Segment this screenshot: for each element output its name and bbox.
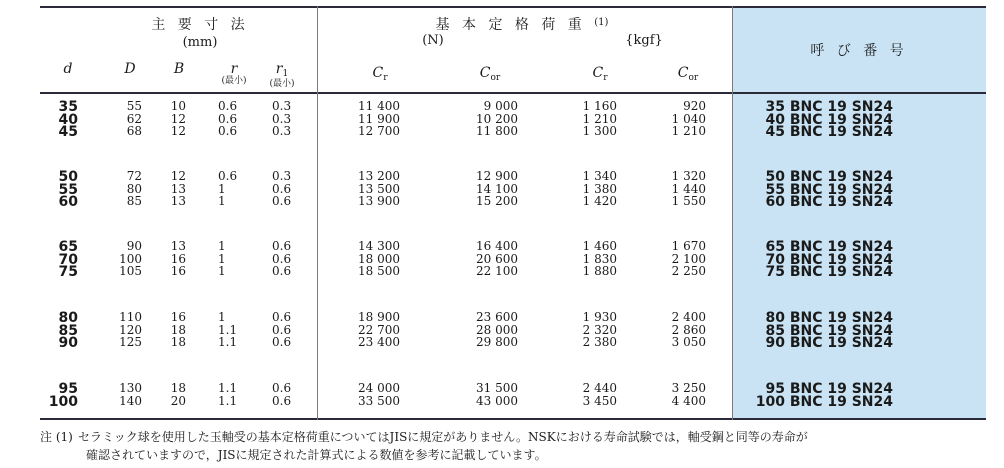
cell-d: 85 <box>58 322 78 339</box>
designation-header: 呼 び 番 号 <box>810 43 908 59</box>
cell-cor-n: 23 600 <box>476 310 518 324</box>
cell-designation: 70 BNC 19 SN24 <box>765 251 893 268</box>
cell-cor-kgf: 920 <box>683 99 706 113</box>
cell-cr-kgf: 2 440 <box>582 381 617 395</box>
cell-cr-kgf: 1 340 <box>582 169 617 183</box>
table-bottom-rule <box>40 418 986 420</box>
col-header-r1: $r_1$ (最小) <box>269 61 295 89</box>
cell-cor-n: 12 900 <box>476 169 518 183</box>
cell-cor-kgf: 2 860 <box>671 322 706 337</box>
cell-cr-n: 11 400 <box>358 99 400 113</box>
cell-cr-n: 13 200 <box>358 169 400 183</box>
cell-r: 0.6 <box>218 111 238 126</box>
col-header-cr-n: $C_r$ <box>372 65 388 83</box>
cell-designation: 45 BNC 19 SN24 <box>765 124 893 141</box>
load-rating-group-title: 基 本 定 格 荷 重 $^{(1)}$ <box>435 17 609 33</box>
cell-cr-n: 14 300 <box>358 239 400 253</box>
table-top-rule <box>40 6 986 8</box>
cell-D: 62 <box>126 111 142 126</box>
col-header-cr-kgf: $C_r$ <box>592 65 608 83</box>
bearing-table <box>40 6 986 420</box>
cell-r1: 0.6 <box>272 251 292 266</box>
cell-d: 50 <box>58 169 78 185</box>
cell-r: 0.6 <box>218 169 238 183</box>
cell-cr-kgf: 2 380 <box>582 335 617 350</box>
cell-D: 120 <box>119 322 142 337</box>
cell-r1: 0.3 <box>272 124 292 139</box>
cell-cor-kgf: 2 400 <box>671 310 706 324</box>
cell-cor-kgf: 1 320 <box>671 169 706 183</box>
cell-r: 1.1 <box>218 381 238 395</box>
cell-cor-n: 15 200 <box>476 194 518 209</box>
col-header-cor-n: $C_{or}$ <box>479 65 501 83</box>
cell-D: 100 <box>119 251 142 266</box>
cell-cr-kgf: 1 880 <box>582 264 617 279</box>
cell-B: 18 <box>170 335 186 350</box>
cell-cr-kgf: 1 380 <box>582 181 617 196</box>
dimensions-group-title: 主 要 寸 法 <box>151 17 249 33</box>
cell-cor-n: 10 200 <box>476 111 518 126</box>
cell-r1: 0.6 <box>272 239 292 253</box>
cell-cr-n: 22 700 <box>358 322 400 337</box>
cell-D: 72 <box>126 169 142 183</box>
cell-r: 1.1 <box>218 393 238 408</box>
cell-designation: 60 BNC 19 SN24 <box>765 194 893 211</box>
footnote-text <box>78 428 958 464</box>
cell-B: 12 <box>170 111 186 126</box>
cell-r1: 0.6 <box>272 310 292 324</box>
footnote-line-1: セラミック球を使用した玉軸受の基本定格荷重についてはJISに規定がありません。NSKにおける寿命試験では，軸受鋼と同等の寿命が <box>78 430 808 444</box>
cell-cor-kgf: 1 670 <box>671 239 706 253</box>
cell-B: 18 <box>170 381 186 395</box>
cell-D: 90 <box>126 239 142 253</box>
footnote-mark: 注 (1) <box>40 430 73 444</box>
cell-cr-n: 18 900 <box>358 310 400 324</box>
cell-designation: 55 BNC 19 SN24 <box>765 181 893 198</box>
cell-B: 16 <box>170 310 186 324</box>
cell-r: 1 <box>218 239 226 253</box>
cell-r: 1.1 <box>218 322 238 337</box>
cell-r1: 0.6 <box>272 181 292 196</box>
cell-B: 18 <box>170 322 186 337</box>
cell-cor-kgf: 2 100 <box>671 251 706 266</box>
cell-cor-kgf: 1 040 <box>671 111 706 126</box>
cell-cor-n: 31 500 <box>476 381 518 395</box>
cell-cr-kgf: 1 830 <box>582 251 617 266</box>
cell-cr-n: 23 400 <box>358 335 400 350</box>
col-header-d: d <box>63 61 73 77</box>
cell-designation: 95 BNC 19 SN24 <box>765 381 893 397</box>
cell-designation: 75 BNC 19 SN24 <box>765 264 893 281</box>
cell-cr-kgf: 1 300 <box>582 124 617 139</box>
cell-d: 35 <box>58 99 78 115</box>
cell-r: 1 <box>218 194 226 209</box>
cell-cor-n: 29 800 <box>476 335 518 350</box>
cell-d: 65 <box>58 239 78 255</box>
footnote-ref: (1) <box>594 17 609 28</box>
cell-cr-kgf: 1 420 <box>582 194 617 209</box>
col-header-cor-kgf: $C_{or}$ <box>677 65 699 83</box>
cell-designation: 35 BNC 19 SN24 <box>765 99 893 115</box>
cell-D: 55 <box>126 99 142 113</box>
cell-D: 85 <box>126 194 142 209</box>
cell-r: 0.6 <box>218 99 238 113</box>
cell-B: 13 <box>170 181 186 196</box>
cell-d: 60 <box>58 194 78 211</box>
cell-cor-n: 9 000 <box>483 99 518 113</box>
col-header-r: r (最小) <box>221 61 247 86</box>
cell-cor-kgf: 1 210 <box>671 124 706 139</box>
cell-designation: 90 BNC 19 SN24 <box>765 335 893 352</box>
cell-B: 20 <box>170 393 186 408</box>
cell-cr-n: 18 000 <box>358 251 400 266</box>
cell-r1: 0.6 <box>272 393 292 408</box>
cell-r1: 0.6 <box>272 381 292 395</box>
cell-cor-n: 22 100 <box>476 264 518 279</box>
cell-cr-kgf: 1 210 <box>582 111 617 126</box>
cell-designation: 80 BNC 19 SN24 <box>765 310 893 326</box>
cell-D: 130 <box>119 381 142 395</box>
dimensions-unit: (mm) <box>182 35 218 50</box>
cell-D: 125 <box>119 335 142 350</box>
col-header-D: D <box>124 61 136 77</box>
cell-B: 10 <box>170 99 186 113</box>
cell-D: 105 <box>119 264 142 279</box>
cell-cr-n: 12 700 <box>358 124 400 139</box>
cell-d: 75 <box>58 264 78 281</box>
cell-B: 13 <box>170 194 186 209</box>
cell-r1: 0.6 <box>272 322 292 337</box>
cell-cr-n: 18 500 <box>358 264 400 279</box>
footnote-line-2: 確認されていますので，JISに規定された計算式による数値を参考に記載しています。 <box>86 448 547 462</box>
cell-d: 80 <box>58 310 78 326</box>
cell-designation: 40 BNC 19 SN24 <box>765 111 893 128</box>
cell-r: 1 <box>218 181 226 196</box>
cell-cor-n: 28 000 <box>476 322 518 337</box>
cell-cr-n: 13 500 <box>358 181 400 196</box>
cell-B: 16 <box>170 251 186 266</box>
cell-d: 90 <box>58 335 78 352</box>
cell-r1: 0.3 <box>272 111 292 126</box>
cell-cor-kgf: 4 400 <box>671 393 706 408</box>
cell-D: 110 <box>119 310 142 324</box>
cell-r1: 0.6 <box>272 264 292 279</box>
cell-cr-kgf: 1 160 <box>582 99 617 113</box>
cell-d: 70 <box>58 251 78 268</box>
cell-designation: 85 BNC 19 SN24 <box>765 322 893 339</box>
column-divider-dims <box>317 6 318 420</box>
cell-r1: 0.3 <box>272 99 292 113</box>
cell-d: 55 <box>58 181 78 198</box>
cell-cor-kgf: 3 250 <box>671 381 706 395</box>
cell-r: 1 <box>218 251 226 266</box>
cell-designation: 100 BNC 19 SN24 <box>755 393 893 410</box>
cell-D: 68 <box>126 124 142 139</box>
cell-cor-n: 16 400 <box>476 239 518 253</box>
cell-cr-kgf: 3 450 <box>582 393 617 408</box>
cell-cr-n: 33 500 <box>358 393 400 408</box>
cell-cr-n: 24 000 <box>358 381 400 395</box>
cell-designation: 50 BNC 19 SN24 <box>765 169 893 185</box>
cell-cor-n: 14 100 <box>476 181 518 196</box>
cell-r1: 0.6 <box>272 194 292 209</box>
cell-d: 45 <box>58 124 78 141</box>
cell-d: 40 <box>58 111 78 128</box>
cell-cor-kgf: 3 050 <box>671 335 706 350</box>
cell-d: 100 <box>48 393 78 410</box>
cell-cor-n: 20 600 <box>476 251 518 266</box>
cell-r1: 0.3 <box>272 169 292 183</box>
cell-cr-kgf: 1 460 <box>582 239 617 253</box>
cell-r: 1 <box>218 310 226 324</box>
cell-B: 13 <box>170 239 186 253</box>
cell-cor-kgf: 2 250 <box>671 264 706 279</box>
designation-column-band <box>733 6 986 420</box>
unit-newton: (N) <box>422 33 444 48</box>
cell-D: 140 <box>119 393 142 408</box>
cell-cor-n: 11 800 <box>476 124 518 139</box>
cell-B: 12 <box>170 169 186 183</box>
cell-cr-n: 13 900 <box>358 194 400 209</box>
cell-B: 16 <box>170 264 186 279</box>
cell-cor-kgf: 1 550 <box>671 194 706 209</box>
cell-cr-kgf: 2 320 <box>582 322 617 337</box>
cell-cr-kgf: 1 930 <box>582 310 617 324</box>
cell-cor-kgf: 1 440 <box>671 181 706 196</box>
header-bottom-rule <box>40 92 986 94</box>
cell-cor-n: 43 000 <box>476 393 518 408</box>
cell-d: 95 <box>58 381 78 397</box>
cell-D: 80 <box>126 181 142 196</box>
cell-r: 0.6 <box>218 124 238 139</box>
unit-kgf: {kgf} <box>625 33 663 48</box>
cell-r: 1 <box>218 264 226 279</box>
cell-designation: 65 BNC 19 SN24 <box>765 239 893 255</box>
cell-cr-n: 11 900 <box>358 111 400 126</box>
cell-r1: 0.6 <box>272 335 292 350</box>
cell-r: 1.1 <box>218 335 238 350</box>
col-header-B: B <box>173 61 185 77</box>
cell-B: 12 <box>170 124 186 139</box>
column-divider-loads <box>732 6 733 420</box>
